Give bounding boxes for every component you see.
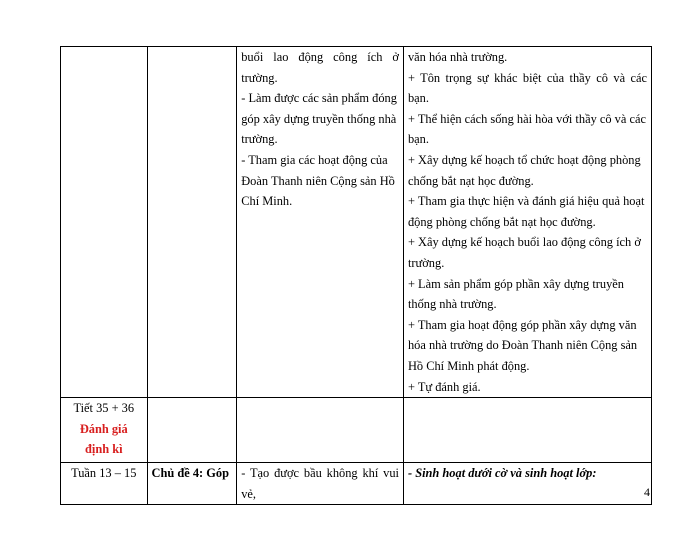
objective-line: - Tham gia các hoạt động của — [241, 152, 388, 167]
activity-line: + Xây dựng kế hoạch buổi lao động công ích ở — [407, 235, 641, 250]
activity-line: Hồ Chí Minh phát động. — [407, 358, 530, 373]
empty-cell — [147, 398, 237, 463]
activity-cell — [403, 463, 651, 505]
objective-line: góp xây dựng truyền thống nhà — [241, 111, 397, 126]
page-number: 4 — [644, 485, 650, 499]
objective-line: - Làm được các sản phẩm đóng — [241, 91, 397, 106]
objective-cell — [237, 47, 404, 398]
empty-cell — [237, 398, 404, 463]
activity-line: trường. — [407, 255, 445, 270]
activity-line: + Tự đánh giá. — [407, 379, 481, 394]
activity-line: + Thể hiện cách sống hài hòa với thầy cô và các — [407, 111, 646, 126]
period-label: Tiết 35 + 36 — [73, 401, 135, 416]
activity-line: + Xây dựng kế hoạch tổ chức hoạt động phòng — [407, 152, 641, 167]
activity-line: bạn. — [407, 132, 429, 147]
week-cell — [61, 463, 148, 505]
objective-line: Đoàn Thanh niên Cộng sản Hồ — [241, 173, 395, 188]
objective-cell — [237, 463, 404, 505]
activity-heading: - Sinh hoạt dưới cờ và sinh hoạt lớp: — [407, 466, 597, 481]
activity-line: chống bắt nạt học đường. — [407, 173, 534, 188]
activity-line: động phòng chống bắt nạt học đường. — [407, 214, 596, 229]
activity-line: thống nhà trường. — [407, 297, 497, 312]
activity-line: + Tham gia hoạt động góp phần xây dựng văn — [407, 317, 637, 332]
activity-line: văn hóa nhà trường. — [407, 50, 508, 64]
week-label: Tuần 13 – 15 — [71, 466, 137, 481]
table-row — [61, 463, 652, 505]
assessment-label: định kì — [84, 442, 123, 457]
activity-line: + Làm sản phẩm góp phần xây dựng truyền — [407, 276, 625, 291]
empty-cell — [403, 398, 651, 463]
table-row — [61, 398, 652, 463]
activity-line: + Tôn trọng sự khác biệt của thầy cô và các bạn. — [407, 70, 647, 106]
week-cell-empty — [61, 47, 148, 398]
activity-line: + Tham gia thực hiện và đánh giá hiệu quả hoạt — [407, 194, 645, 209]
table-row — [61, 47, 652, 398]
objective-line: trường. — [241, 132, 278, 147]
assessment-label: Đánh giá — [79, 421, 128, 436]
objective-text: - Tạo được bầu không khí vui vẻ, — [241, 466, 399, 501]
objective-line: buổi lao động công ích ở trường. — [241, 50, 399, 85]
topic-cell-empty — [147, 47, 237, 398]
topic-cell — [147, 463, 237, 505]
activity-cell — [403, 47, 651, 398]
activity-line: hóa nhà trường do Đoàn Thanh niên Cộng sản — [407, 338, 638, 353]
lesson-plan-table — [60, 46, 652, 505]
assessment-cell — [61, 398, 148, 463]
objective-line: Chí Minh. — [241, 194, 293, 209]
topic-label: Chủ đề 4: Góp — [151, 466, 229, 481]
